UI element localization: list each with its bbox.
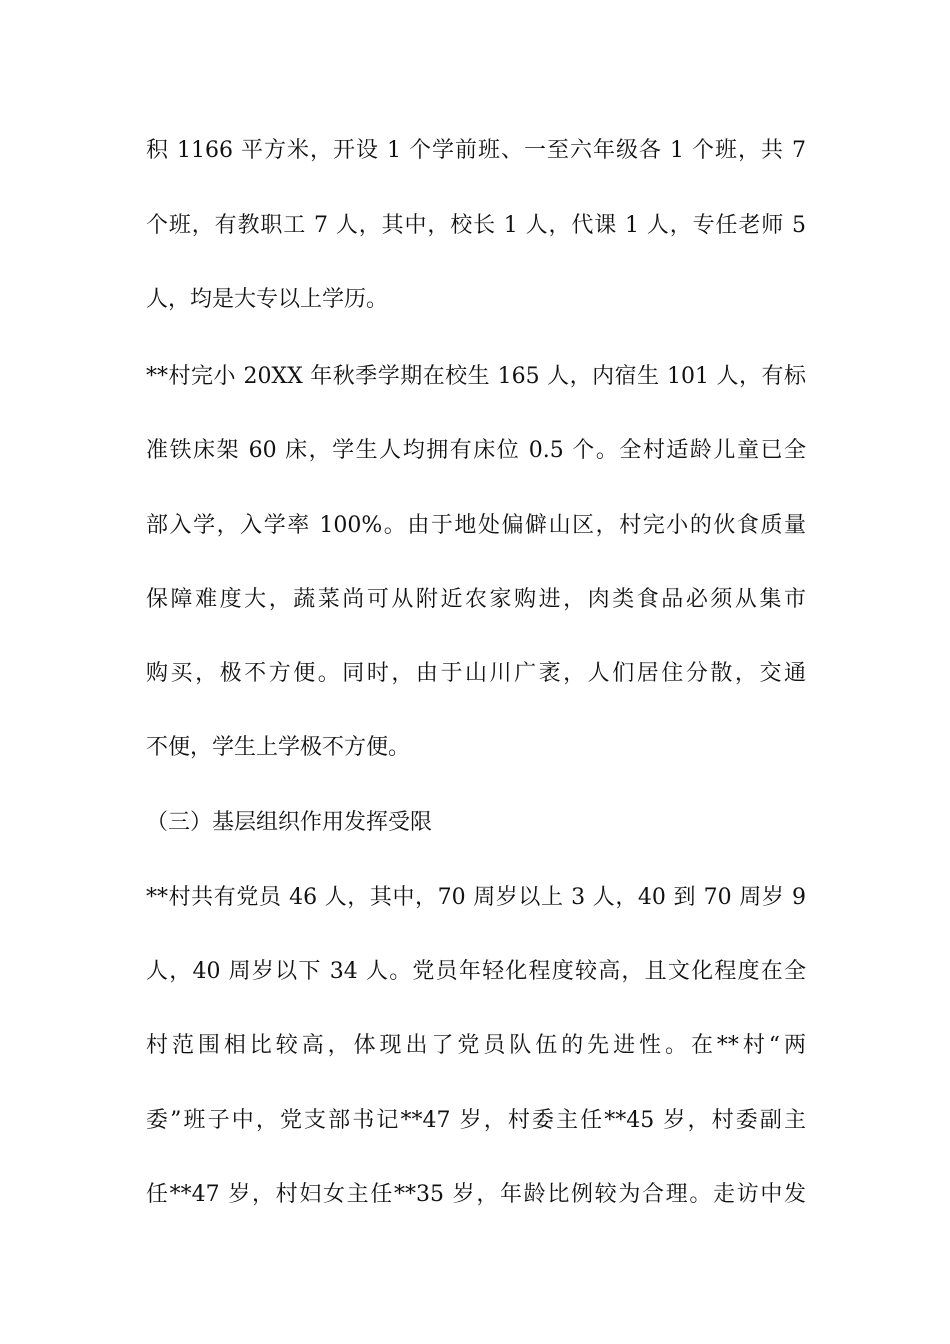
text-line: 购买，极不方便。同时，由于山川广袤，人们居住分散，交通	[146, 661, 806, 686]
text-line: 部入学，入学率 100%。由于地处偏僻山区，村完小的伙食质量	[146, 513, 806, 538]
text-line: 积 1166 平方米，开设 1 个学前班、一至六年级各 1 个班，共 7	[146, 138, 806, 163]
text-line: 村范围相比较高，体现出了党员队伍的先进性。在**村“两	[146, 1033, 806, 1058]
text-line: 任**47 岁，村妇女主任**35 岁，年龄比例较为合理。走访中发	[146, 1182, 806, 1207]
text-line: 人，均是大专以上学历。	[146, 287, 389, 312]
text-line: **村共有党员 46 人，其中，70 周岁以上 3 人，40 到 70 周岁 9	[146, 885, 806, 910]
text-line: **村完小 20XX 年秋季学期在校生 165 人，内宿生 101 人，有标	[146, 364, 806, 389]
section-heading: （三）基层组织作用发挥受限	[146, 810, 433, 835]
text-line: 人，40 周岁以下 34 人。党员年轻化程度较高，且文化程度在全	[146, 959, 806, 984]
text-line: 不便，学生上学极不方便。	[146, 735, 411, 760]
text-line: 个班，有教职工 7 人，其中，校长 1 人，代课 1 人，专任老师 5	[146, 213, 806, 238]
text-line: 准铁床架 60 床，学生人均拥有床位 0.5 个。全村适龄儿童已全	[146, 438, 806, 463]
text-line: 保障难度大，蔬菜尚可从附近农家购进，肉类食品必须从集市	[146, 587, 806, 612]
text-line: 委”班子中，党支部书记**47 岁，村委主任**45 岁，村委副主	[146, 1108, 806, 1133]
